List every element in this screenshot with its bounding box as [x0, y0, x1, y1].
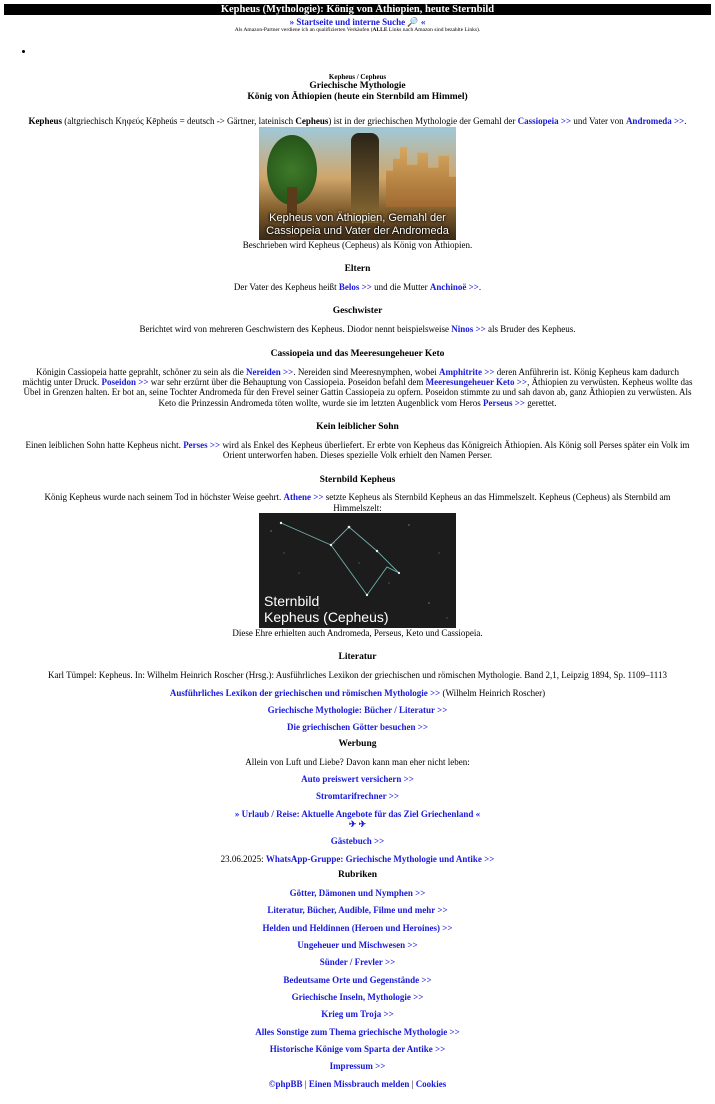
guestbook-line: [0, 836, 715, 846]
ninos-link[interactable]: Ninos >>: [451, 324, 486, 335]
whatsapp-line: [0, 854, 715, 864]
werbung-section: [0, 757, 715, 864]
athene-link[interactable]: Athene >>: [283, 492, 324, 503]
report-abuse-link[interactable]: Einen Missbrauch melden: [308, 1078, 410, 1089]
guestbook-link[interactable]: Gästebuch >>: [330, 836, 385, 847]
rubrik-item: [0, 940, 715, 950]
heading-rubriken: Rubriken: [337, 870, 378, 881]
keto-link[interactable]: Meeresungeheuer Keto >>: [425, 376, 528, 387]
sternbild-paragraph: [0, 492, 715, 513]
heading-werbung: Werbung: [338, 738, 377, 749]
keto-text-a: Königin Cassiopeia hatte geprahlt, schöner zu sein als die: [36, 366, 246, 377]
rubrik-link-goetter[interactable]: Götter, Dämonen und Nymphen >>: [289, 888, 426, 899]
rubrik-item: [0, 992, 715, 1002]
rubrik-item: [0, 1061, 715, 1071]
gods-line: [0, 722, 715, 732]
list-item: [34, 46, 715, 56]
constellation-caption: [264, 593, 389, 625]
affiliate-text-a: Als Amazon-Partner verdiene ich an qualifizierten Verkäufen (: [234, 27, 373, 34]
heading-keto: Cassiopeia und das Meeresungeheuer Keto: [270, 348, 445, 359]
geschwister-text-b: als Bruder des Kepheus.: [485, 324, 576, 335]
rubrik-item: [0, 888, 715, 898]
gods-link[interactable]: Die griechischen Götter besuchen >>: [286, 722, 429, 733]
top-nav: [0, 17, 715, 27]
books-link[interactable]: Griechische Mythologie: Bücher / Literatur >>: [267, 705, 448, 716]
heading-eltern: Eltern: [344, 264, 371, 275]
footer-separator: |: [302, 1078, 309, 1089]
main-title-line1: Griechische Mythologie: [309, 81, 406, 92]
eltern-text-c: .: [478, 282, 482, 292]
keto-text-c: deren Anführerin ist. König Kepheus kam dadurch mächtig unter Druck.: [22, 366, 679, 387]
nereiden-link[interactable]: Nereiden >>: [245, 366, 294, 377]
insurance-line: [0, 774, 715, 784]
keto-text-b: . Nereiden sind Meeresnymphen, wobei: [293, 366, 440, 377]
geschwister-paragraph: [0, 324, 715, 334]
literature-reference: Karl Tümpel: Kepheus. In: Wilhelm Heinrich Roscher (Hrsg.): Ausführliches Lexikon der griechischen und römischen Mythologie. Band 2,1, Leipzig 1894, Sp. 1109–1113: [48, 670, 667, 681]
sohn-paragraph: [0, 440, 715, 461]
heading-literatur: Literatur: [338, 652, 377, 663]
airplane-icon[interactable]: ✈ ✈: [348, 819, 367, 830]
constellation-description: Diese Ehre erhielten auch Andromeda, Perseus, Keto und Cassiopeia.: [232, 628, 483, 639]
page-title: Kepheus (Mythologie): König von Äthiopien, heute Sternbild: [220, 4, 495, 15]
intro-text-f: .: [684, 116, 687, 127]
main-title-line2: König von Äthiopien (heute ein Sternbild am Himmel): [247, 91, 468, 102]
rubrik-item: [0, 957, 715, 967]
main-title: [0, 81, 715, 102]
keto-paragraph: [0, 367, 715, 408]
footer: [0, 1079, 715, 1089]
anchinoe-link[interactable]: Anchinoë >>: [429, 282, 479, 292]
eltern-text-b: und die Mutter: [371, 282, 430, 292]
king-figure-shape: [351, 133, 379, 223]
keto-text-f: gerettet.: [524, 397, 557, 408]
whatsapp-link[interactable]: WhatsApp-Gruppe: Griechische Mythologie und Antike >>: [265, 853, 495, 864]
constellation-image: [259, 513, 456, 628]
heading-geschwister: Geschwister: [332, 306, 383, 317]
amphitrite-link[interactable]: Amphitrite >>: [439, 366, 495, 377]
footer-separator: |: [409, 1078, 416, 1089]
rubrik-link-literatur[interactable]: Literatur, Bücher, Audible, Filme und mehr >>: [267, 905, 448, 916]
travel-line: [0, 809, 715, 819]
sohn-text-a: Einen leiblichen Sohn hatte Kepheus nicht.: [25, 439, 184, 450]
nav-link-label: Startseite und interne Suche: [296, 17, 406, 27]
electricity-line: [0, 791, 715, 801]
intro-bold-latin: Cepheus: [295, 116, 329, 127]
phpbb-link[interactable]: ©phpBB: [268, 1078, 303, 1089]
rubrik-item: [0, 975, 715, 985]
keto-text-d: war sehr erzürnt über die Behauptung von Cassiopeia. Poseidon befahl dem: [148, 376, 426, 387]
rubrik-link-troja[interactable]: Krieg um Troja >>: [321, 1009, 394, 1020]
intro-text-e: und Vater von: [571, 116, 626, 127]
books-line: [0, 705, 715, 715]
city-shape: [386, 147, 456, 207]
rubrik-item: [0, 905, 715, 915]
intro-bold-name: Kepheus: [28, 116, 62, 127]
affiliate-text-c: Links nach Amazon sind bezahlte Links).: [387, 27, 481, 34]
constellation-caption-line1: Sternbild: [264, 593, 320, 610]
page-title-bar: [4, 4, 711, 15]
electricity-link[interactable]: Stromtarifrechner >>: [316, 791, 399, 802]
perses-link[interactable]: Perses >>: [183, 439, 221, 450]
werbung-text: Allein von Luft und Liebe? Davon kann man eher nicht leben:: [245, 756, 470, 767]
kepheus-image: [259, 127, 456, 240]
cookies-link[interactable]: Cookies: [415, 1078, 447, 1089]
rubrik-link-suender[interactable]: Sünder / Frevler >>: [319, 957, 396, 968]
rubrik-item: [0, 1044, 715, 1054]
home-search-link[interactable]: [290, 17, 426, 27]
rubrik-item: [0, 923, 715, 933]
bullet-list: [0, 46, 715, 58]
belos-link[interactable]: Belos >>: [338, 282, 372, 292]
insurance-link[interactable]: Auto preiswert versichern >>: [301, 774, 414, 785]
page-subtitle: Kepheus / Cepheus: [328, 73, 387, 82]
travel-link[interactable]: » Urlaub / Reise: Aktuelle Angebote für das Ziel Griechenland «: [234, 808, 481, 819]
lexikon-link[interactable]: Ausführliches Lexikon der griechischen und römischen Mythologie >>: [169, 687, 441, 698]
keto-text-e: , Äthiopien zu verwüsten. Kepheus wollte das Übel in Grenzen halten. Er bot an, seine Tochter Andromeda für den Frevel seiner Gattin Cassiopeia zu opfern. Poseidon stimmte zu und sah davon ab, ganz Äthiopien zu verwüsten. Als Keto die Prinzessin Andromeda töten wollte, wurde sie im letzten Augenblick vom Heros: [23, 376, 693, 408]
search-icon: 🔎: [407, 17, 419, 27]
lexikon-author: (Wilhelm Heinrich Roscher): [440, 687, 546, 698]
rubrik-item: [0, 1009, 715, 1019]
sternbild-text-a: König Kepheus wurde nach seinem Tod in höchster Weise geehrt.: [44, 492, 284, 503]
andromeda-link[interactable]: Andromeda >>: [625, 116, 685, 127]
rubrik-link-ungeheuer[interactable]: Ungeheuer und Mischwesen >>: [297, 940, 418, 951]
rubrik-link-inseln[interactable]: Griechische Inseln, Mythologie >>: [291, 992, 424, 1003]
affiliate-notice: [0, 27, 715, 34]
rubrik-link-helden[interactable]: Helden und Heldinnen (Heroen und Heroines) >>: [262, 922, 453, 933]
heading-sternbild: Sternbild Kepheus: [319, 474, 396, 485]
rubrik-link-orte[interactable]: Bedeutsame Orte und Gegenstände >>: [283, 974, 432, 985]
rubriken-list: [0, 888, 715, 1089]
poseidon-link[interactable]: Poseidon >>: [101, 376, 149, 387]
cassiopeia-link[interactable]: Cassiopeia >>: [517, 116, 572, 127]
affiliate-text-b: ALLE: [372, 27, 388, 34]
sohn-text-b: wird als Enkel des Kepheus überliefert. Er erbte von Kepheus das Königreich Äthiopien. Als König soll Perses später ein Volk im Orient unterworfen haben. Dieses spezielle Volk erhielt den Namen Perser.: [220, 439, 690, 461]
eltern-text-a: Der Vater des Kepheus heißt: [233, 282, 339, 292]
perseus-link[interactable]: Perseus >>: [482, 397, 525, 408]
impressum-link[interactable]: Impressum >>: [329, 1061, 386, 1072]
rubrik-link-sparta[interactable]: Historische Könige vom Sparta der Antike >>: [269, 1044, 446, 1055]
whatsapp-date: 23.06.2025:: [220, 853, 266, 864]
lexikon-line: [0, 688, 715, 698]
heading-sohn: Kein leiblicher Sohn: [316, 421, 399, 432]
kepheus-image-description: Beschrieben wird Kepheus (Cepheus) als König von Äthiopien.: [242, 239, 473, 250]
sternbild-text-b: setzte Kepheus als Sternbild Kepheus an das Himmelszelt. Kepheus (Cepheus) als Sternbild am Himmelszelt:: [323, 492, 671, 513]
intro-text-b: (altgriechisch Κηφεύς Kēpheús = deutsch -> Gärtner, lateinisch: [61, 116, 296, 127]
eltern-paragraph: [0, 282, 715, 292]
literatur-section: [0, 670, 715, 732]
nav-prefix: »: [289, 17, 295, 27]
geschwister-text-a: Berichtet wird von mehreren Geschwistern des Kepheus. Diodor nennt beispielsweise: [139, 324, 452, 335]
intro-text-d: ) ist in der griechischen Mythologie der Gemahl der: [328, 116, 518, 127]
constellation-caption-line2: Kepheus (Cepheus): [264, 609, 389, 626]
rubrik-link-sonstiges[interactable]: Alles Sonstige zum Thema griechische Mythologie >>: [255, 1026, 460, 1037]
kepheus-image-caption: Kepheus von Äthiopien, Gemahl der Cassiopeia und Vater der Andromeda: [266, 211, 449, 237]
nav-suffix: «: [420, 17, 426, 27]
planes-line: [0, 819, 715, 829]
intro-paragraph: [0, 116, 715, 126]
rubrik-item: [0, 1027, 715, 1037]
